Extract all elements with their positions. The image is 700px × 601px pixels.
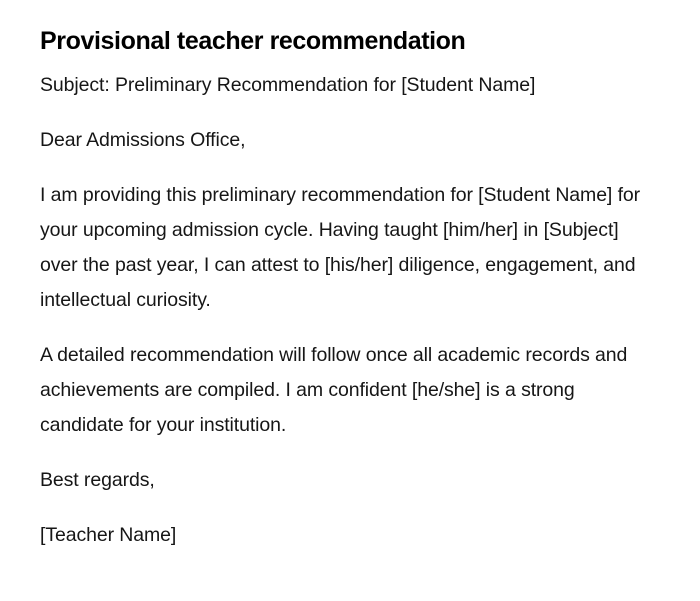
closing: Best regards, — [40, 469, 155, 491]
body-paragraph-1: I am providing this preliminary recommendation for [Student Name] for your upcoming admission cycle. Having taught [him/her] in [Subject] over the past year, I can attest to [his/her] diligence, engagement, and intellectual curiosity. — [40, 184, 641, 311]
subject-line: Subject: Preliminary Recommendation for [Student Name] — [40, 74, 536, 96]
body-paragraph-2: A detailed recommendation will follow once all academic records and achievements are compiled. I am confident [he/she] is a strong candidate for your institution. — [40, 344, 628, 436]
signature: [Teacher Name] — [40, 524, 177, 546]
document-title: Provisional teacher recommendation — [40, 27, 466, 55]
greeting: Dear Admissions Office, — [40, 129, 246, 151]
